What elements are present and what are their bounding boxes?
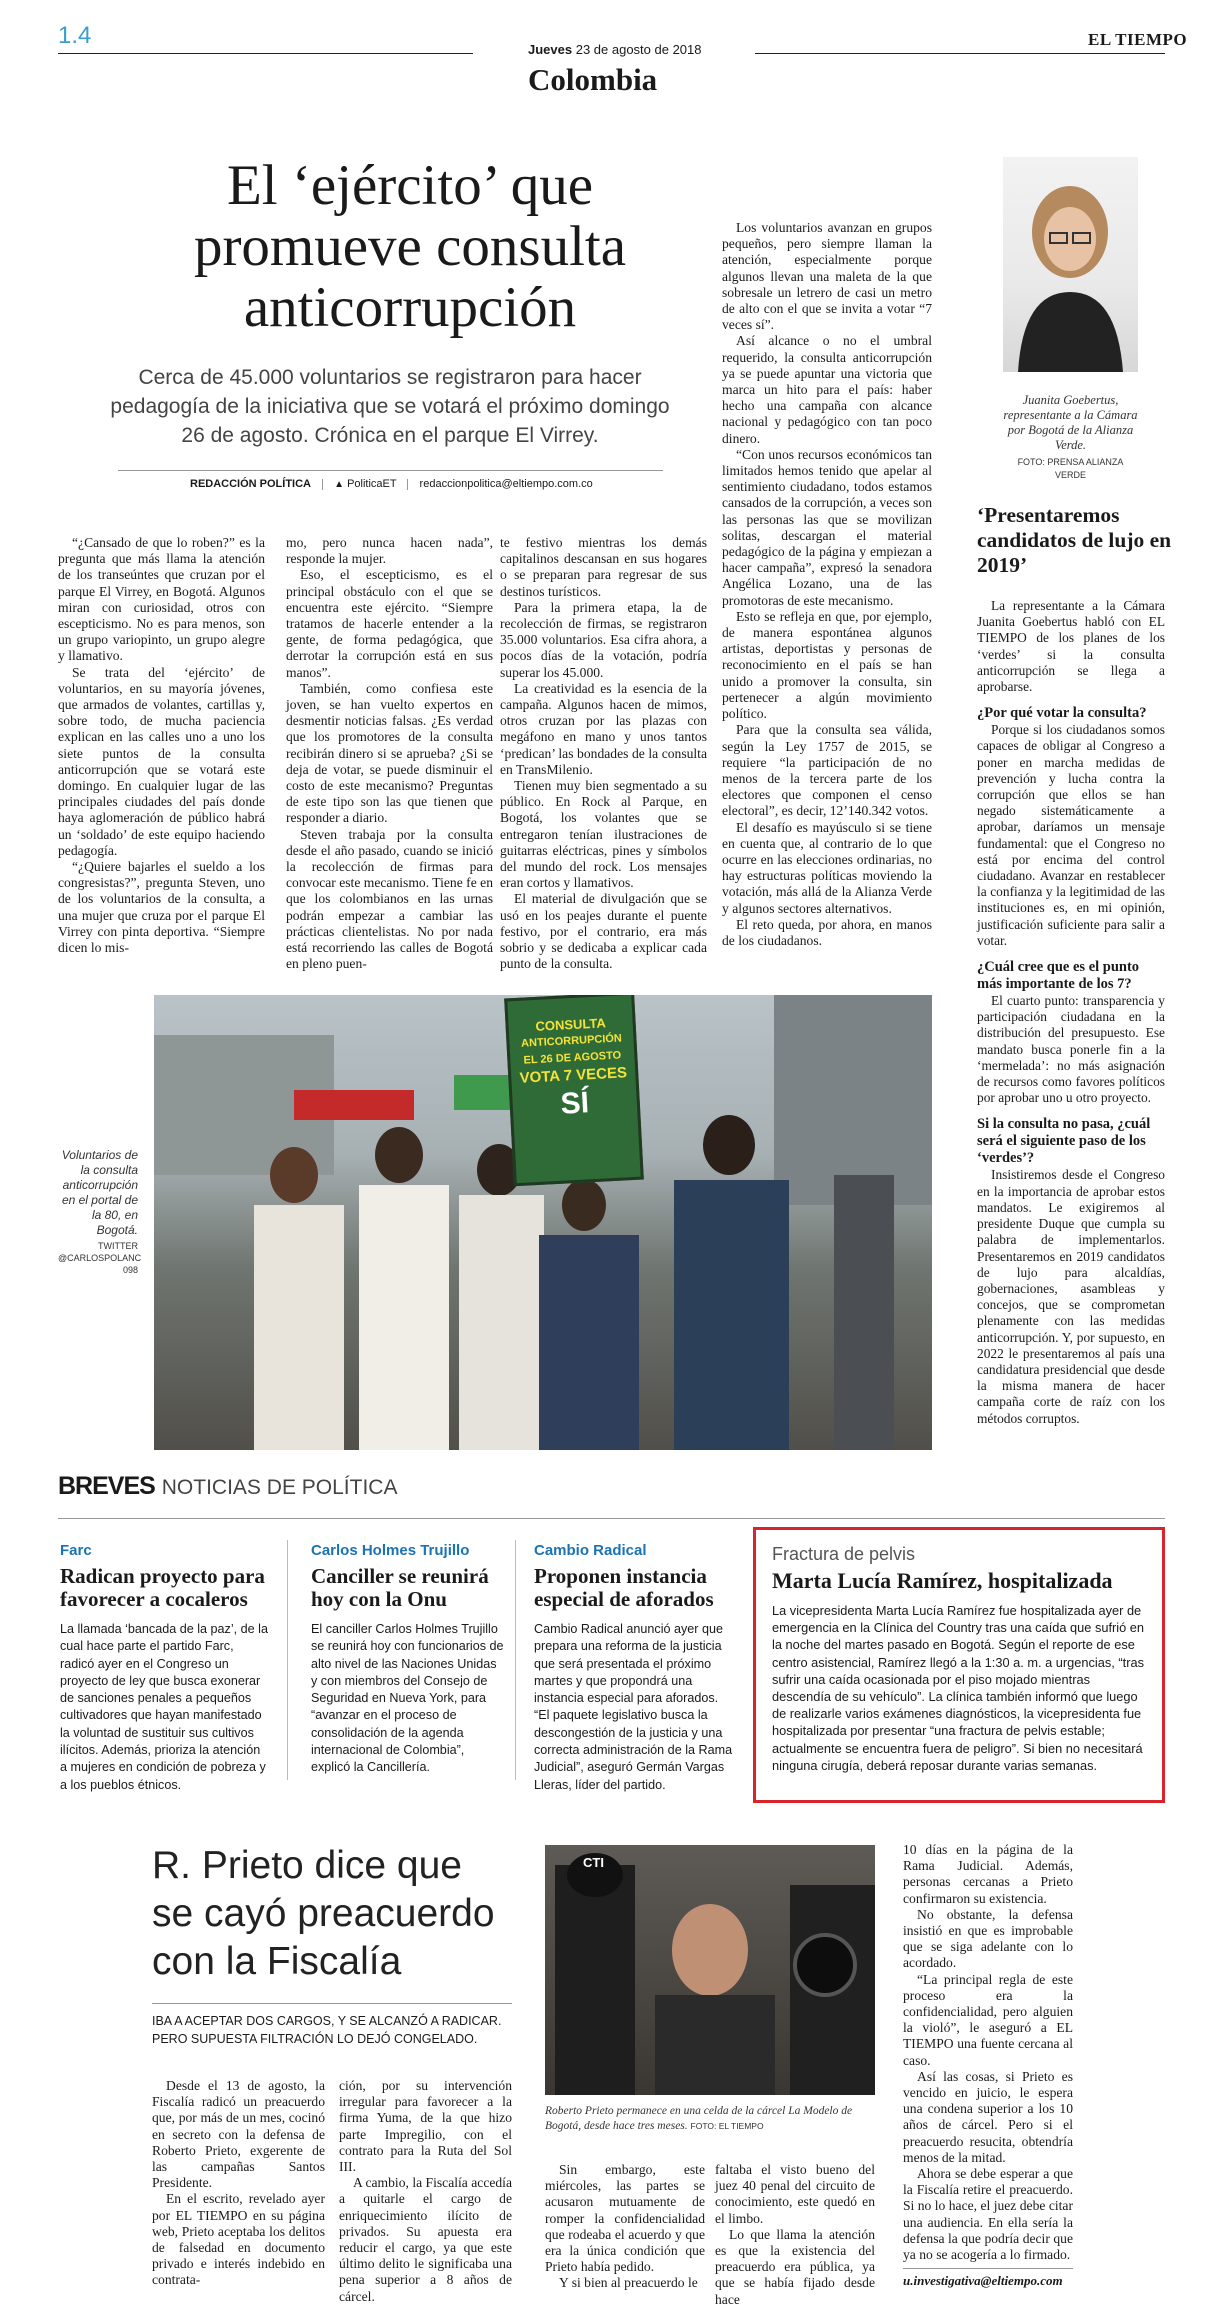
breve-tag: Cambio Radical	[534, 1542, 647, 1559]
goebertus-photo	[1003, 157, 1138, 372]
prieto-face	[672, 1904, 748, 1996]
sign-line: ANTICORRUPCIÓN	[520, 1032, 623, 1050]
sidebar-headline: ‘Presentaremos candidatos de lujo en 2019’	[977, 503, 1172, 577]
sidebar-intro: La representante a la Cámara Juanita Goebertus habló con EL TIEMPO de los planes de los ‘verdes’ si la consulta anticorrupción se llega a aprobarse.	[977, 598, 1165, 695]
prieto-signature[interactable]: u.investigativa@eltiempo.com	[903, 2273, 1063, 2288]
camera-lens	[795, 1935, 855, 1995]
signature-rule	[903, 2268, 1073, 2269]
paragraph: Se trata del ‘ejército’ de voluntarios, en su mayoría jóvenes, que armados de volantes, cartillas y, sobre todo, de mucha paciencia explican en las calles uno a uno los siete puntos de la consulta anticorrupción que se votará este domingo. En cualquier lugar de las principales ciudades del país donde haya aglomeración de público habrá un ‘soldado’ de este equipo haciendo pedagogía.	[58, 664, 265, 858]
paragraph: Tienen muy bien segmentado a su público. En Rock al Parque, en Bogotá, los volantes que se entregaron tenían ilustraciones de guitarras eléctricas, pines y símbolos del mundo del rock. Los mensajes eran cortos y llamativos.	[500, 778, 707, 891]
main-col-4	[722, 220, 932, 949]
breves-label	[58, 1472, 397, 1501]
face	[1044, 207, 1096, 271]
prieto-illustration	[545, 1845, 875, 2095]
main-subtitle: Cerca de 45.000 voluntarios se registraron para hacer pedagogía de la iniciativa que se votará el próximo domingo 26 de agosto. Crónica en el parque El Virrey.	[110, 366, 670, 447]
paragraph: mo, pero nunca hacen nada”, responde la mujer.	[286, 535, 493, 567]
sign-line: CONSULTA	[535, 1015, 607, 1034]
caption-text: Roberto Prieto permanece en una celda de la cárcel La Modelo de Bogotá, desde hace tres meses.	[545, 2105, 853, 2132]
sidebar-answer: Porque si los ciudadanos somos capaces de obligar al Congreso a poner en marcha medidas de prevención y lucha contra la corrupción que ellos se han negado sistemáticamente a aprobar, daríamos un mensaje fundamental: que el Congreso no está por encima del control ciudadano. Avanzar en restablecer la confianza y la legitimidad de las instituciones es, en mi opinión, justificación suficiente para salir a votar.	[977, 722, 1165, 948]
breve-body: Cambio Radical anunció ayer que prepara una reforma de la justicia que será presentada el próximo martes y que propondrá una instancia especial para aforados. “El paquete legislativo busca la descongestión de la justicia y una correcta administración de la Rama Judicial”, aseguró Germán Vargas Lleras, líder del partido.	[534, 1622, 733, 1792]
volunteers-photo-caption	[58, 1148, 142, 1276]
breve-headline: Proponen instancia especial de aforados	[534, 1564, 714, 1611]
caption-text: Juanita Goebertus, representante a la Cámara por Bogotá de la Alianza Verde.	[1003, 393, 1138, 452]
sidebar-question: ¿Por qué votar la consulta?	[977, 705, 1147, 722]
breve-tag: Carlos Holmes Trujillo	[311, 1542, 470, 1559]
twitter-icon: ▲	[334, 479, 345, 490]
caption-text: Voluntarios de la consulta anticorrupción en el portal de la 80, en Bogotá.	[61, 1148, 138, 1237]
breve-headline: Radican proyecto para favorecer a cocaleros	[60, 1564, 265, 1611]
prieto-deck-rule	[152, 2003, 512, 2004]
paragraph: Para que la consulta sea válida, según la Ley 1757 de 2015, se requiere “la participación de no menos de la tercera parte de los electores que componen el censo electoral”, es decir, 12’140.342 votos.	[722, 722, 932, 819]
paragraph: Para la primera etapa, la de recolección de firmas, se registraron 35.000 voluntarios. Esa cifra ahora, a pocos días de la votación, podría superar los 45.000.	[500, 599, 707, 680]
paragraph: También, como confiesa este joven, se han vuelto expertos en desmentir noticias falsas. ¿Es verdad que los promotores de la consulta recibirán dinero si se aprueba? ¿Si se deja de votar, se puede disminuir el costo de este mecanismo? Preguntas de este tipo son las que tienen que responder a diario.	[286, 680, 493, 826]
byline-email[interactable]: redaccionpolitica@eltiempo.com.co	[419, 478, 593, 490]
breve-item	[534, 1542, 734, 1794]
consulta-sign	[504, 995, 644, 1186]
person-body	[834, 1175, 894, 1450]
paragraph: Sin embargo, este miércoles, las partes se acusaron mutuamente de romper la confidencialidad que rodeaba el acuerdo y que era la única condición que Prieto había pedido.	[545, 2162, 705, 2275]
sign-line: EL 26 DE AGOSTO	[523, 1049, 622, 1067]
photo-credit: FOTO: PRENSA ALIANZA VERDE	[1017, 457, 1124, 480]
section-title: Colombia	[528, 62, 658, 97]
cti-label: CTI	[583, 1855, 604, 1870]
prieto-col-3	[545, 2162, 705, 2292]
byline-sep-2	[407, 479, 408, 490]
breve-item	[311, 1542, 506, 1777]
page-number: 1.4	[58, 22, 92, 49]
paragraph: faltaba el visto bueno del juez 40 penal del circuito de conocimiento, este quedó en el limbo.	[715, 2162, 875, 2226]
sign-line: SÍ	[559, 1086, 590, 1121]
paragraph: ción, por su intervención irregular para favorecer a la firma Yuma, de la que hizo parte Impregilio, con el contrato para la Ruta del Sol III.	[339, 2078, 512, 2175]
photo-credit: TWITTER @CARLOSPOLANC 098	[58, 1241, 142, 1275]
breve-body: El canciller Carlos Holmes Trujillo se reunirá hoy con funcionarios de alto nivel de las Naciones Unidas y con miembros del Consejo de Seguridad en Nueva York, para “avanzar en el proceso de consolidación de la agenda internacional de Colombia”, explicó la Cancillería.	[311, 1622, 504, 1775]
sidebar-question: Si la consulta no pasa, ¿cuál será el siguiente paso de los ‘verdes’?	[977, 1116, 1151, 1167]
building-right	[774, 995, 932, 1205]
paragraph: El desafío es mayúsculo si se tiene en cuenta que, al contrario de lo que ocurre en las elecciones ordinarias, no hay estructuras políticas moviendo la votación, más allá de la Alianza Verde y algunos sectores alternativos.	[722, 819, 932, 916]
byline-rule	[118, 470, 663, 471]
header-rule-right	[755, 53, 1165, 54]
masthead: EL TIEMPO	[1088, 30, 1188, 49]
person-body	[539, 1235, 639, 1450]
main-col-3	[500, 535, 707, 972]
person-head	[375, 1127, 423, 1183]
breve-headline: Marta Lucía Ramírez, hospitalizada	[772, 1568, 1113, 1593]
person-head	[270, 1147, 318, 1203]
breve-tag: Fractura de pelvis	[772, 1544, 916, 1564]
header-rule-left	[58, 53, 473, 54]
person-body	[254, 1205, 344, 1450]
prieto-col-1	[152, 2078, 325, 2289]
tent-red	[294, 1090, 414, 1120]
breve-body: La llamada ‘bancada de la paz’, de la cual hace parte el partido Farc, radicó ayer en el Congreso un proyecto de ley que busca exonerar de sanciones penales a pequeños cultivadores que hayan manifestado la voluntad de sustituir sus cultivos ilícitos. Además, prioriza la atención a mujeres en condición de pobreza y a los pueblos étnicos.	[60, 1622, 268, 1792]
paragraph: “Con unos recursos económicos tan limitados hemos tenido que apelar al sentimiento ciudadano, todos estamos cansados de la corrupción, a veces son las personas las que se movilizan solitas, descargan el material pedagógico de la página y empiezan a hacer campaña”, expresó la senadora Angélica Lozano, una de las promotoras de este mecanismo.	[722, 446, 932, 608]
highlighted-breve-box[interactable]	[753, 1527, 1165, 1803]
person-body	[674, 1180, 789, 1450]
sign-line: VOTA 7 VECES	[519, 1064, 628, 1087]
paragraph: Los voluntarios avanzan en grupos pequeños, pero siempre llaman la atención, especialmente porque algunos llevan una maleta de la que sobresale un letrero de casi un metro de alto con el que se invita a votar “7 veces sí”.	[722, 220, 932, 333]
paragraph: Y si bien al preacuerdo le	[559, 2275, 698, 2291]
prieto-col-4	[715, 2162, 875, 2308]
paragraph: No obstante, la defensa insistió en que es improbable que se siga adelante con lo acordado.	[903, 1906, 1073, 1971]
paragraph: “La principal regla de este proceso era la confidencialidad, pero alguien la violó”, le aseguró a EL TIEMPO una fuente cercana al caso.	[903, 1971, 1073, 2068]
officer	[555, 1865, 635, 2095]
breve-headline: Canciller se reunirá hoy con la Onu	[311, 1564, 489, 1611]
volunteers-photo	[154, 995, 932, 1450]
main-col-1	[58, 535, 265, 956]
prieto-photo	[545, 1845, 875, 2095]
paragraph: Esto se refleja en que, por ejemplo, de manera espontánea algunos artistas, deportistas y personas de reconocimiento en el país se han unido a promover la consulta, sin pertenecer a algún movimiento político.	[722, 608, 932, 722]
breve-item	[60, 1542, 270, 1794]
paragraph: En el escrito, revelado ayer por EL TIEMPO en su página web, Prieto aceptaba los delitos de falsedad en documento privado e interés indebido en contrata-	[152, 2191, 325, 2288]
main-headline: El ‘ejército’ que promueve consulta anticorrupción	[193, 154, 627, 339]
person-body	[459, 1195, 544, 1450]
breve-tag: Farc	[60, 1542, 92, 1559]
breve-body: La vicepresidenta Marta Lucía Ramírez fue hospitalizada ayer de emergencia en la Clínica del Country tras una caída que sufrió en la noche del martes pasado en Bogotá. Según el reporte de ese centro asistencial, Ramírez llegó a la 1:30 a. m. a urgencias, “tras sufrir una caída ocasionada por el piso mojado mientras descendía de su vehículo”. La clínica también informó que luego de realizarle varios exámenes diagnósticos, la vicepresidenta fue hospitalizada por presentar “una fractura de pelvis estable; actualmente se encuentra fuera de peligro”. Si bien no necesitará ninguna cirugía, deberá reposar durante varias semanas.	[772, 1603, 1145, 1773]
paragraph: Así alcance o no el umbral requerido, la consulta anticorrupción ya se puede apuntar una victoria que marca un hito para el país: haber hecho una campaña con alcance nacional y pedagógico con tan poco dinero.	[722, 333, 932, 446]
breves-bold: BREVES	[58, 1472, 155, 1500]
sidebar-answer: El cuarto punto: transparencia y participación ciudadana en la distribución del presupuesto. Ese mandato busca ponerle fin a la ‘mermelada’: no más asignación de recursos como favores políticos por aprobar uno u otro proyecto.	[977, 993, 1165, 1106]
paragraph: te festivo mientras los demás capitalinos descansan en sus hogares o se preparan para regresar de sus destinos turísticos.	[500, 535, 707, 599]
date-line	[528, 42, 702, 57]
byline-sep	[322, 479, 323, 490]
person-body	[359, 1185, 449, 1450]
prieto-col-5	[903, 1842, 1073, 2263]
sidebar-question: ¿Cuál cree que es el punto más importante de los 7?	[977, 959, 1140, 993]
twitter-handle[interactable]: PoliticaET	[347, 478, 397, 490]
shoulders	[1018, 292, 1123, 372]
byline-row	[190, 478, 593, 490]
breves-rest: NOTICIAS DE POLÍTICA	[161, 1476, 398, 1499]
date-text: 23 de agosto de 2018	[575, 42, 702, 57]
paragraph: A cambio, la Fiscalía accedía a quitarle el cargo de enriquecimiento ilícito de privados. Su apuesta era reducir el cargo, ya que este último delito le significaba una pena superior a 8 años de cárcel.	[339, 2175, 512, 2304]
goebertus-caption	[1003, 393, 1138, 482]
prieto-deck: IBA A ACEPTAR DOS CARGOS, Y SE ALCANZÓ A RADICAR. PERO SUPUESTA FILTRACIÓN LO DEJÓ CONGELADO.	[152, 2014, 502, 2046]
sidebar-answer: Insistiremos desde el Congreso en la importancia de aprobar estos mandatos. Le exigiremos al presidente Duque que cumpla su palabra de implementarlos. Presentaremos en 2019 candidatos de lujo para alcaldías, gobernaciones, asambleas y concejos, que se comprometan plenamente con las medidas anticorrupción. Y, por supuesto, en 2022 le presentaremos al país una candidatura presidencial que desde la misma manera de hacer campaña corte de raíz con los métodos corruptos.	[977, 1167, 1165, 1426]
paragraph: Eso, el escepticismo, es el principal obstáculo con el que se encuentra este ejército. “Siempre tratamos de hacerle entender a la gente, de forma pedagógica, que derrotar la corrupción está en sus manos”.	[286, 567, 493, 680]
byline: REDACCIÓN POLÍTICA	[190, 478, 311, 490]
prieto-jacket	[655, 1995, 775, 2095]
prieto-col-2	[339, 2078, 512, 2305]
portrait-illustration	[1003, 157, 1138, 372]
paragraph: “¿Quiere bajarles el sueldo a los congresistas?”, pregunta Steven, uno de los voluntarios de la consulta, a una mujer que cruza por el parque El Virrey con pinta deportiva. “Siempre dicen lo mis-	[58, 859, 265, 956]
sidebar-body	[977, 598, 1165, 1427]
paragraph: La creatividad es la esencia de la campaña. Algunos hacen de mimos, otros cruzan por las plazas con megáfono en mano y unos tantos ‘predican’ las bondades de la consulta en TransMilenio.	[500, 680, 707, 777]
paragraph: Steven trabaja por la consulta desde el año pasado, cuando se inició la recolección de firmas para convocar este mecanismo. Tiene fe en que los colombianos en las urnas podrán empezar a cambiar las prácticas clientelistas. No por nada está recorriendo las calles de Bogotá en pleno puen-	[286, 826, 493, 972]
prieto-photo-caption	[545, 2104, 875, 2134]
photo-credit: FOTO: EL TIEMPO	[690, 2121, 764, 2131]
person-head	[562, 1179, 606, 1231]
breves-divider	[515, 1540, 516, 1780]
paragraph: El material de divulgación que se usó en los peajes durante el puente festivo, por el contrario, era más sobrio y se dedicaba a explicar cada punto de la consulta.	[500, 891, 707, 972]
paragraph: Lo que llama la atención es que la existencia del preacuerdo era pública, ya que se había fijado desde hace	[715, 2226, 875, 2307]
date-day: Jueves	[528, 42, 573, 57]
paragraph: Ahora se debe esperar a que la Fiscalía retire el preacuerdo. Si no lo hace, el juez debe citar una audiencia. En ella sería la defensa la que podría decir que ya no se acogería a lo firmado.	[903, 2166, 1073, 2263]
main-col-2	[286, 535, 493, 972]
paragraph: Desde el 13 de agosto, la Fiscalía radicó un preacuerdo que, por más de un mes, cocinó en secreto con la defensa de Roberto Prieto, exgerente de las campañas Santos Presidente.	[152, 2078, 325, 2191]
paragraph: “¿Cansado de que lo roben?” es la pregunta que más llama la atención de los transeúntes que cruzan por el parque El Virrey, en Bogotá. Algunos miran con curiosidad, otros con escepticismo. No es para menos, son un grupo variopinto, un grupo alegre y llamativo.	[58, 535, 265, 664]
breves-rule	[58, 1518, 1165, 1519]
breves-divider	[287, 1540, 288, 1780]
paragraph: 10 días en la página de la Rama Judicial. Además, personas cercanas a Prieto confirmaron su existencia.	[903, 1842, 1073, 1906]
paragraph: El reto queda, por ahora, en manos de los ciudadanos.	[722, 916, 932, 948]
person-head	[703, 1115, 755, 1175]
prieto-headline: R. Prieto dice que se cayó preacuerdo con la Fiscalía	[152, 1844, 495, 1983]
paragraph: Así las cosas, si Prieto es vencido en juicio, le espera una condena superior a los 10 años de cárcel. Pero si el preacuerdo resucita, obtendría menos de la mitad.	[903, 2068, 1073, 2165]
